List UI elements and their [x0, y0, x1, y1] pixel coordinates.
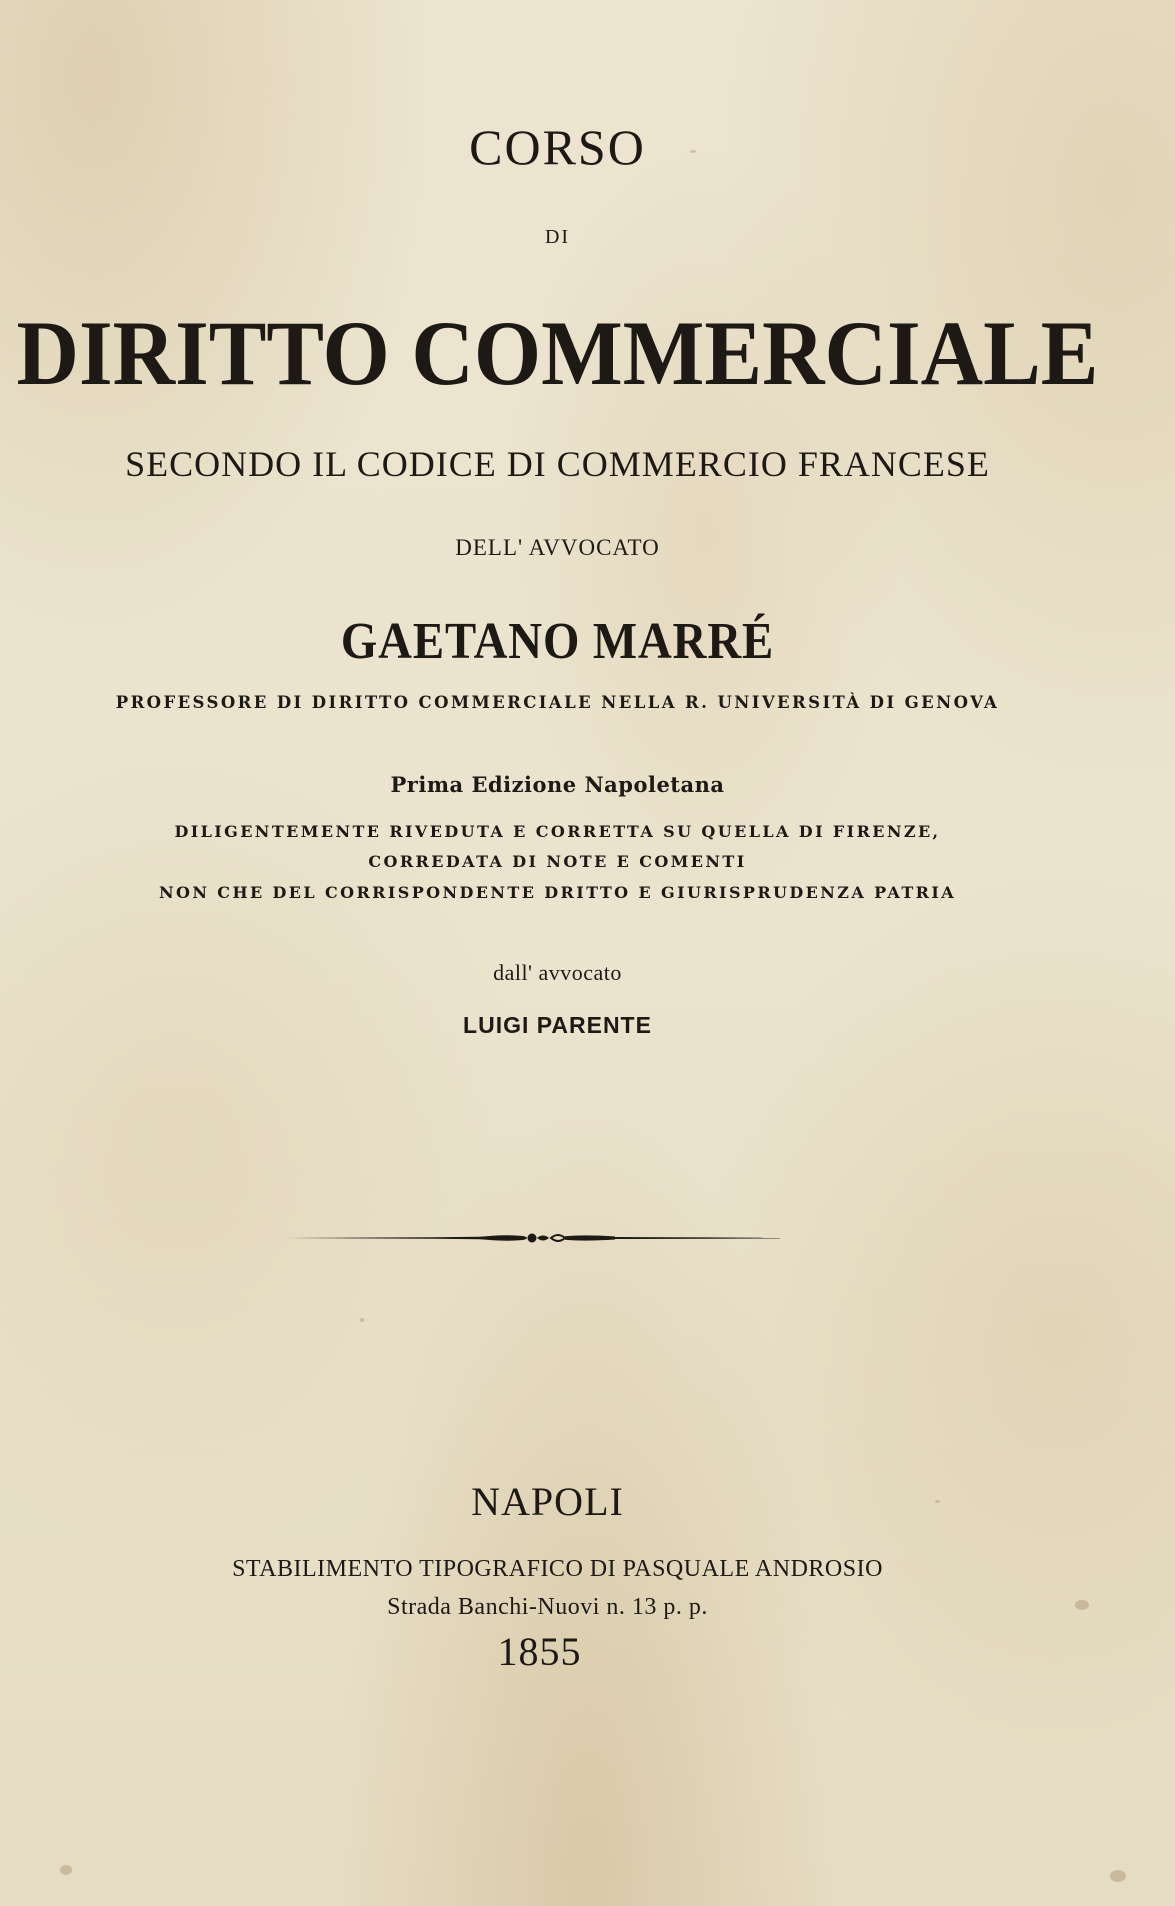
edition-note-2: CORREDATA DI NOTE E COMENTI	[368, 852, 747, 871]
title-line-di: DI	[544, 226, 571, 248]
edition-note-3: NON CHE DEL CORRISPONDENTE DRITTO E GIURISPRUDENZA PATRIA	[158, 883, 957, 902]
author-name: GAETANO MARRÉ	[340, 613, 775, 670]
editor-name: LUIGI PARENTE	[463, 1012, 652, 1038]
paper-speck	[690, 150, 696, 153]
author-role: PROFESSORE DI DIRITTO COMMERCIALE NELLA R. UNIVERSITÀ DI GENOVA	[115, 693, 1000, 712]
imprint-city: NAPOLI	[471, 1479, 624, 1524]
paper-speck	[1075, 1600, 1089, 1610]
paper-speck	[60, 1865, 72, 1875]
title-line-corso: CORSO	[469, 119, 646, 175]
editor-prefix: dall' avvocato	[493, 960, 622, 985]
subtitle: SECONDO IL CODICE DI COMMERCIO FRANCESE	[125, 444, 990, 484]
imprint-year: 1855	[497, 1629, 582, 1674]
ornament-divider	[285, 1225, 780, 1251]
imprint-address: Strada Banchi-Nuovi n. 13 p. p.	[387, 1594, 708, 1620]
author-prefix: DELL' AVVOCATO	[455, 535, 660, 560]
edition-title: Prima Edizione Napoletana	[390, 772, 725, 797]
main-title: DIRITTO COMMERCIALE	[16, 302, 1099, 404]
imprint-printer: STABILIMENTO TIPOGRAFICO DI PASQUALE ANDROSIO	[232, 1556, 883, 1582]
paper-speck	[360, 1318, 364, 1322]
edition-note-1: DILIGENTEMENTE RIVEDUTA E CORRETTA SU QUELLA DI FIRENZE,	[174, 822, 941, 841]
paper-speck	[935, 1500, 940, 1503]
paper-speck	[1110, 1870, 1126, 1882]
